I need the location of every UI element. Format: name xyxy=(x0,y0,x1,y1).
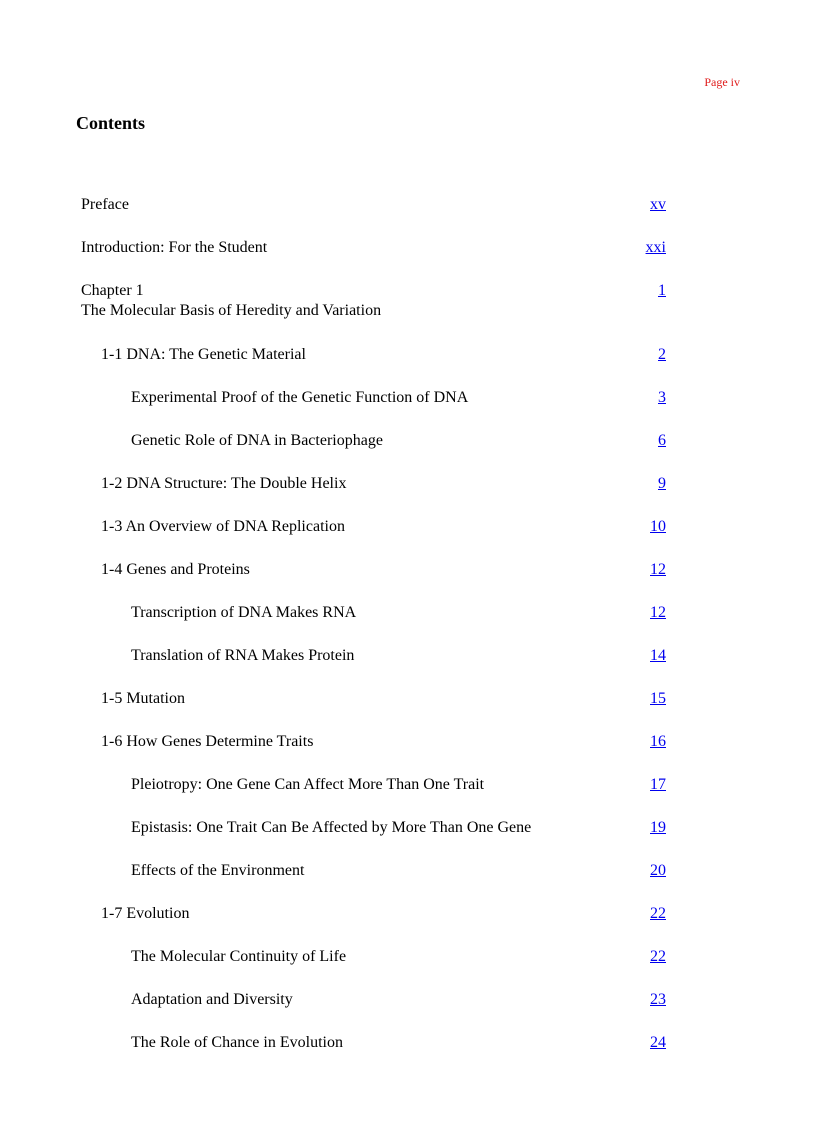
toc-page-link[interactable]: 19 xyxy=(650,819,666,836)
toc-entry-section xyxy=(81,560,666,580)
toc-page-link[interactable]: 6 xyxy=(658,432,666,449)
toc-entry-title: Preface xyxy=(81,196,129,213)
toc-entry-title: 1-4 Genes and Proteins xyxy=(101,561,250,578)
toc-entry-title: Translation of RNA Makes Protein xyxy=(131,647,355,664)
toc-entry-title: Transcription of DNA Makes RNA xyxy=(131,604,357,621)
toc-entry-preface xyxy=(81,195,666,215)
toc-page-link[interactable]: 17 xyxy=(650,776,666,793)
toc-page-link[interactable]: 15 xyxy=(650,690,666,707)
toc-entry-section xyxy=(81,517,666,537)
toc-entry-subsection xyxy=(81,818,666,838)
toc-page-link[interactable]: xv xyxy=(650,196,666,213)
toc-page-link[interactable]: 20 xyxy=(650,862,666,879)
toc-entry-subsection xyxy=(81,646,666,666)
toc-page-link[interactable]: 12 xyxy=(650,604,666,621)
toc-entry-title: Introduction: For the Student xyxy=(81,239,268,256)
toc-entry-title: 1-3 An Overview of DNA Replication xyxy=(101,518,345,535)
toc-page-link[interactable]: 16 xyxy=(650,733,666,750)
page-number-label: Page iv xyxy=(704,75,740,89)
toc-entry-title: Adaptation and Diversity xyxy=(131,991,293,1008)
toc-page-link[interactable]: 23 xyxy=(650,991,666,1008)
toc-page-link[interactable]: 9 xyxy=(658,475,666,492)
toc-page-link[interactable]: 24 xyxy=(650,1034,666,1051)
toc-page-link[interactable]: 1 xyxy=(658,282,666,299)
toc-page-link[interactable]: xxi xyxy=(645,239,666,256)
toc-entry-subsection xyxy=(81,947,666,967)
toc-entry-subsection xyxy=(81,775,666,795)
toc-entry-subsection xyxy=(81,861,666,881)
toc-entry-title: 1-2 DNA Structure: The Double Helix xyxy=(101,475,347,492)
toc-entry-title: Pleiotropy: One Gene Can Affect More Than One Trait xyxy=(131,776,485,793)
toc-entry-title: The Role of Chance in Evolution xyxy=(131,1034,343,1051)
toc-entry-subsection xyxy=(81,431,666,451)
toc-page-link[interactable]: 22 xyxy=(650,905,666,922)
toc-entry-introduction xyxy=(81,238,666,258)
toc-entry-title: 1-1 DNA: The Genetic Material xyxy=(101,346,306,363)
toc-entry-section xyxy=(81,732,666,752)
toc-page-link[interactable]: 14 xyxy=(650,647,666,664)
toc-chapter-number: Chapter 1 xyxy=(81,282,144,299)
toc-entry-title: Experimental Proof of the Genetic Function of DNA xyxy=(131,389,469,406)
toc-page-link[interactable]: 10 xyxy=(650,518,666,535)
toc-entry-title: 1-6 How Genes Determine Traits xyxy=(101,733,314,750)
toc-entry-subsection xyxy=(81,388,666,408)
toc-entry-title: The Molecular Continuity of Life xyxy=(131,948,347,965)
toc-entry-chapter-1 xyxy=(81,281,666,321)
toc-entry-section xyxy=(81,689,666,709)
page-title: Contents xyxy=(76,113,146,133)
toc-entry-subsection xyxy=(81,603,666,623)
toc-entry-section xyxy=(81,904,666,924)
toc-entry-title: 1-7 Evolution xyxy=(101,905,190,922)
toc-chapter-title: The Molecular Basis of Heredity and Variation xyxy=(81,302,382,319)
toc-page-link[interactable]: 12 xyxy=(650,561,666,578)
toc-entry-section xyxy=(81,474,666,494)
toc-entry-title: Genetic Role of DNA in Bacteriophage xyxy=(131,432,383,449)
toc-page-link[interactable]: 2 xyxy=(658,346,666,363)
toc-entry-title: Epistasis: One Trait Can Be Affected by More Than One Gene xyxy=(131,819,532,836)
toc-entry-title: 1-5 Mutation xyxy=(101,690,185,707)
toc-entry-subsection xyxy=(81,1033,666,1053)
toc-page-link[interactable]: 22 xyxy=(650,948,666,965)
toc-entry-section xyxy=(81,345,666,365)
toc-entry-title: Effects of the Environment xyxy=(131,862,305,879)
toc-page-link[interactable]: 3 xyxy=(658,389,666,406)
toc-entry-subsection xyxy=(81,990,666,1010)
